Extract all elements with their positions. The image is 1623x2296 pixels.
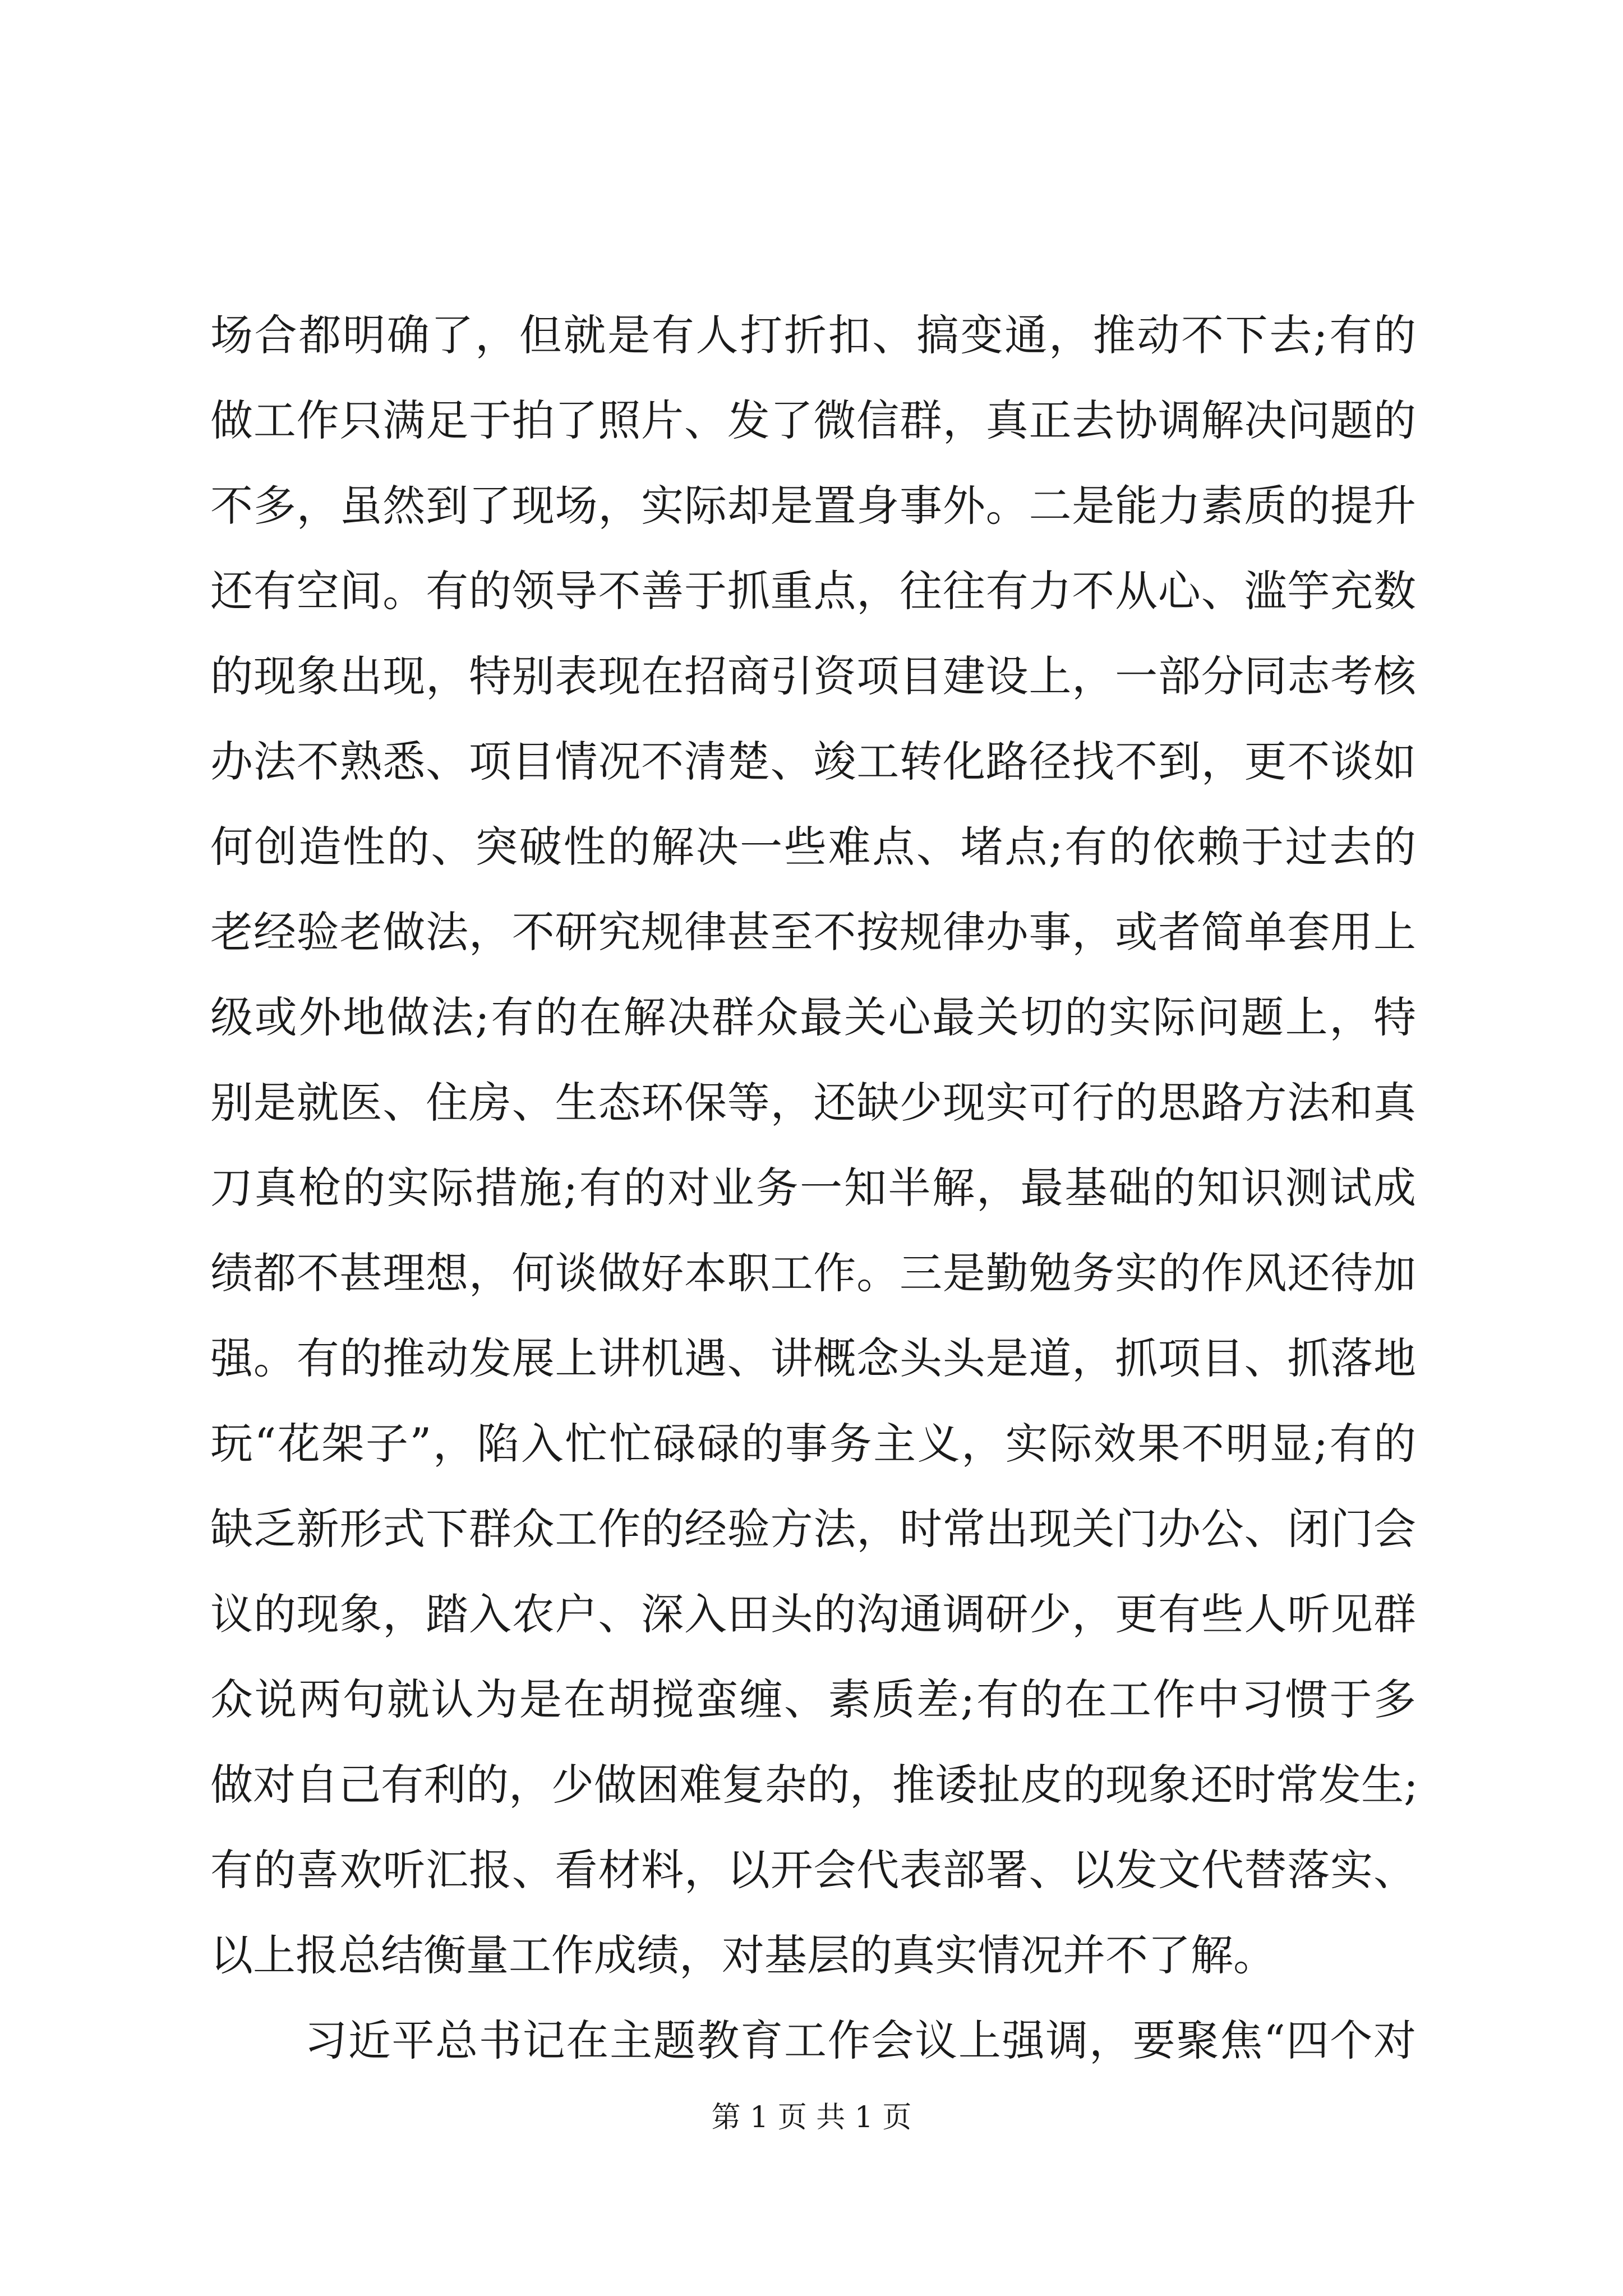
text-line: 何创造性的、突破性的解决一些难点、堵点;有的依赖于过去的 [210,822,1416,872]
text-line: 缺乏新形式下群众工作的经验方法，时常出现关门办公、闭门会 [210,1504,1416,1554]
paragraph-first-line: 习近平总书记在主题教育工作会议上强调，要聚焦“四个对 [305,2016,1416,2065]
page-number-footer: 第 1 页 共 1 页 [711,2101,912,2134]
text-line: 议的现象，踏入农户、深入田头的沟通调研少，更有些人听见群 [210,1589,1416,1639]
text-line: 做工作只满足于拍了照片、发了微信群，真正去协调解决问题的 [210,395,1416,445]
text-line: 绩都不甚理想，何谈做好本职工作。三是勤勉务实的作风还待加 [210,1248,1416,1298]
text-line: 不多，虽然到了现场，实际却是置身事外。二是能力素质的提升 [210,481,1416,531]
text-line: 场合都明确了，但就是有人打折扣、搞变通，推动不下去;有的 [210,310,1416,360]
text-line: 办法不熟悉、项目情况不清楚、竣工转化路径找不到，更不谈如 [210,737,1416,786]
text-line: 以上报总结衡量工作成绩，对基层的真实情况并不了解。 [210,1930,1276,1980]
text-line: 强。有的推动发展上讲机遇、讲概念头头是道，抓项目、抓落地 [210,1333,1416,1383]
text-line: 玩“花架子”，陷入忙忙碌碌的事务主义，实际效果不明显;有的 [210,1419,1416,1469]
text-line: 众说两句就认为是在胡搅蛮缠、素质差;有的在工作中习惯于多 [210,1674,1416,1724]
text-line: 做对自己有利的，少做困难复杂的，推诿扯皮的现象还时常发生; [210,1760,1418,1810]
text-line: 有的喜欢听汇报、看材料，以开会代表部署、以发文代替落实、 [210,1845,1416,1895]
text-line: 老经验老做法，不研究规律甚至不按规律办事，或者简单套用上 [210,907,1416,957]
text-line: 还有空间。有的领导不善于抓重点，往往有力不从心、滥竽充数 [210,566,1416,616]
text-line: 别是就医、住房、生态环保等，还缺少现实可行的思路方法和真 [210,1078,1416,1128]
text-line: 刀真枪的实际措施;有的对业务一知半解，最基础的知识测试成 [210,1163,1416,1213]
text-line: 级或外地做法;有的在解决群众最关心最关切的实际问题上，特 [210,992,1416,1042]
text-line: 的现象出现，特别表现在招商引资项目建设上，一部分同志考核 [210,651,1416,701]
